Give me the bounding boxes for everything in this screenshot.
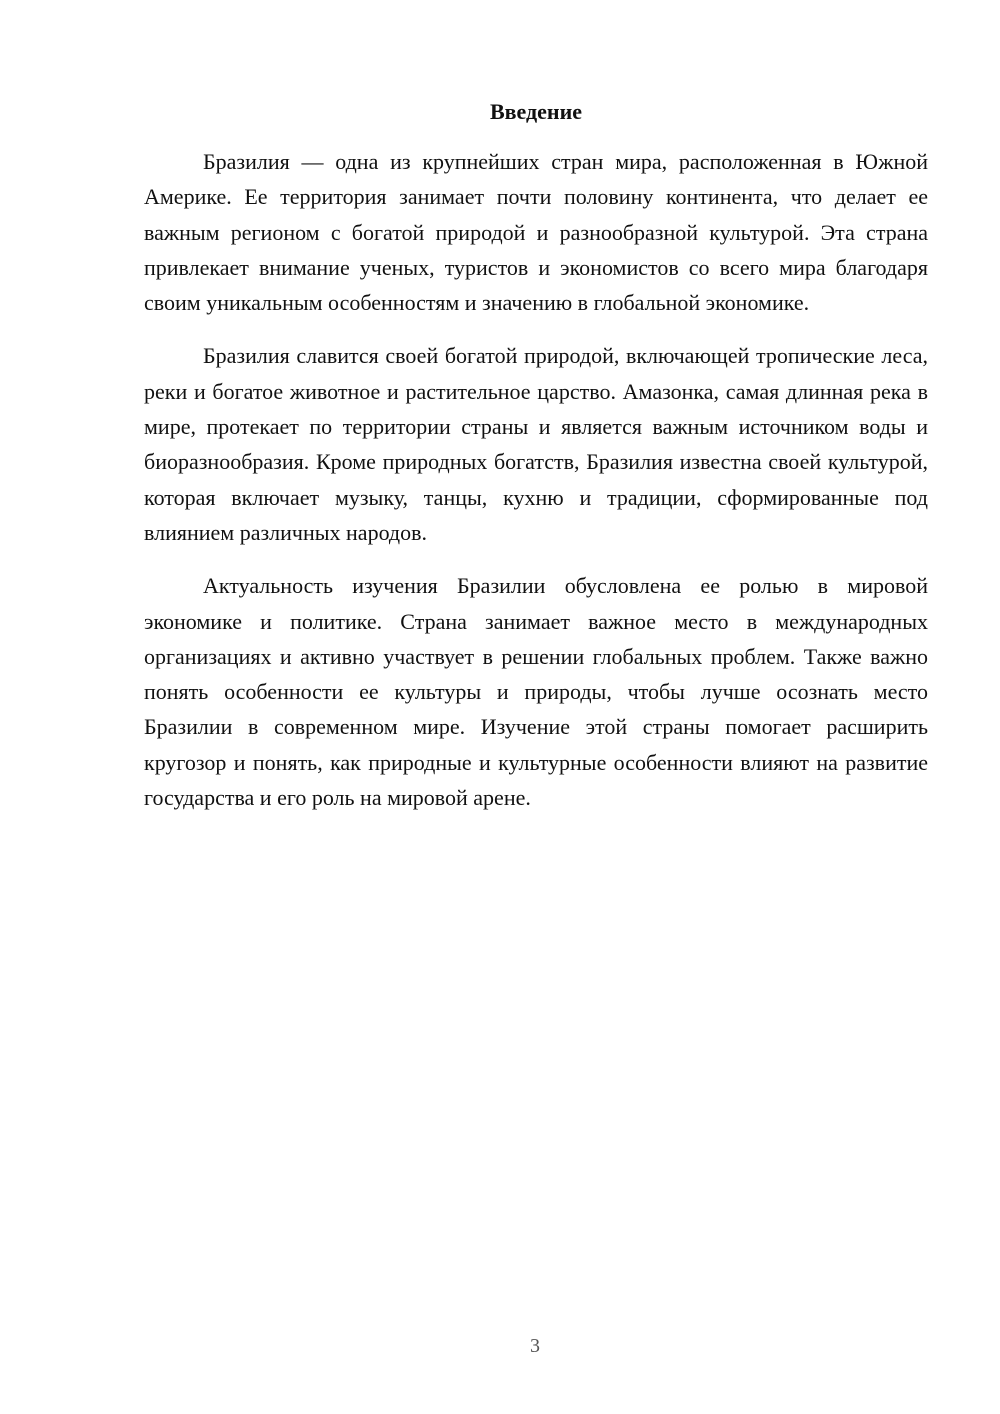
paragraph-2: Бразилия славится своей богатой природой, включающей тропические леса, реки и богатое животное и растительное царство. Амазонка, самая длинная река в мире, протекает по территории страны и является важным источником воды и биоразнообразия. Кроме природных богатств, Бразилия известна своей культурой, которая включает музыку, танцы, кухню и традиции, сформированные под влиянием различных народов. xyxy=(144,343,928,545)
paragraph-1: Бразилия — одна из крупнейших стран мира, расположенная в Южной Америке. Ее территория занимает почти половину континента, что делает ее важным регионом с богатой природой и разнообразной культурой. Эта страна привлекает внимание ученых, туристов и экономистов со всего мира благодаря своим уникальным особенностям и значению в глобальной экономике. xyxy=(144,149,928,316)
paragraph-3: Актуальность изучения Бразилии обусловлена ее ролью в мировой экономике и политике. Страна занимает важное место в международных организациях и активно участвует в решении глобальных проблем. Также важно понять особенности ее культуры и природы, чтобы лучше осознать место Бразилии в современном мире. Изучение этой страны помогает расширить кругозор и понять, как природные и культурные особенности влияют на развитие государства и его роль на мировой арене. xyxy=(144,573,928,811)
page-number: 3 xyxy=(530,1335,540,1357)
section-heading: Введение xyxy=(489,99,583,124)
body-text xyxy=(144,144,928,833)
